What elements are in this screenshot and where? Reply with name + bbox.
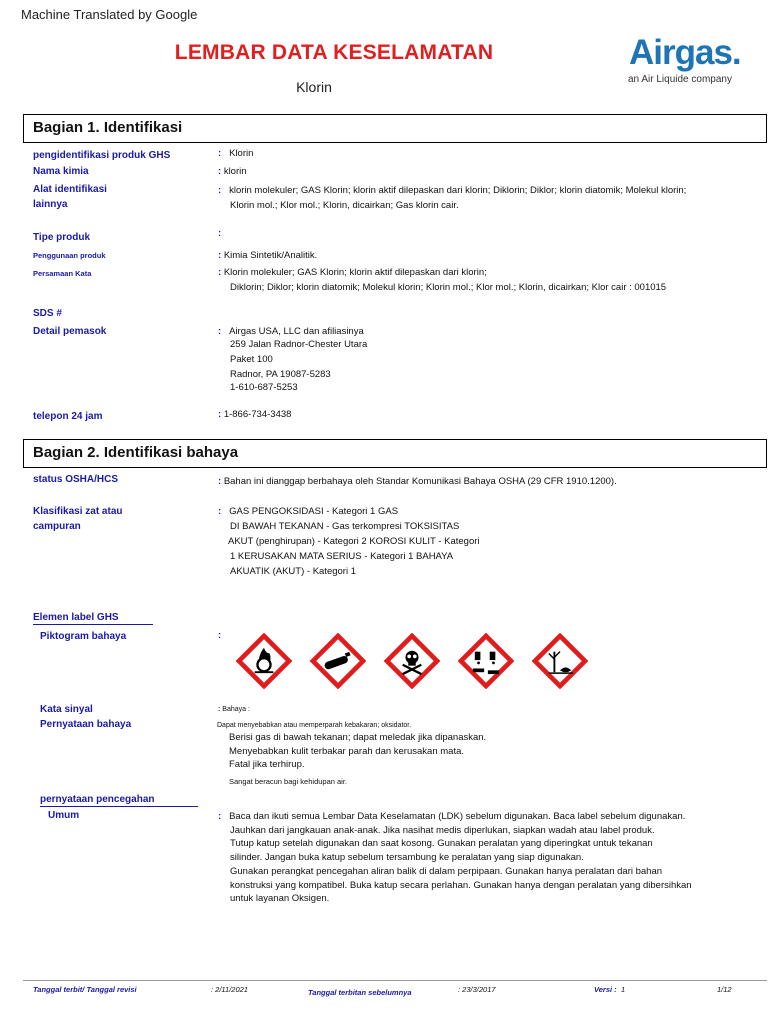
- phone-value: : 1-866-734-3438: [218, 409, 292, 420]
- machine-translated-note: Machine Translated by Google: [21, 7, 198, 22]
- hazard-statements: Dapat menyebabkan atau memperparah kebakaran; oksidator. Berisi gas di bawah tekanan; dapat meledak jika dipanaskan. Menyebabkan kulit terbakar parah dan kerusakan mata. Fatal jika terhirup. Sangat beracun bagi kehidupan air.: [217, 722, 487, 786]
- issue-date-value: : 2/11/2021: [211, 985, 248, 994]
- footer-divider: [23, 980, 767, 981]
- synonym-value: : Klorin molekuler; GAS Klorin; klorin aktif dilepaskan dari klorin; Diklorin; Diklor; klorin diatomik; Molekul klorin; Klorin mol.; Klor mol.; Klorin, dicairkan; Klor cair : 001015: [218, 267, 667, 293]
- previous-date-label: Tanggal terbitan sebelumnya: [308, 988, 412, 997]
- logo-tagline: an Air Liquide company: [628, 74, 732, 85]
- pictogram-label: Piktogram bahaya: [40, 631, 127, 642]
- document-subtitle: Klorin: [296, 79, 332, 95]
- general-statements: : Baca dan ikuti semua Lembar Data Keselamatan (LDK) sebelum digunakan. Baca label sebelum digunakan. Jauhkan dari jangkauan anak-anak. Jika nasihat medis diperlukan, siapkan wadah atau label produk. Tutup katup setelah digunakan dan saat kosong. Gunakan peralatan yang diperingkat untuk tekanan silinder. Jangan buka katup sebelum tersambung ke peralatan yang siap digunakan. Gunakan perangkat pencegahan aliran balik di dalam perpipaan. Gunakan hanya peralatan dari bahan konstruksi yang kompatibel. Buka katup secara perlahan. Gunakan hanya dengan peralatan yang dibersihkan untuk layanan Oksigen.: [218, 811, 692, 905]
- chem-name-value: : klorin: [218, 166, 247, 177]
- chem-name-label: Nama kimia: [33, 166, 89, 177]
- version-value: 1: [621, 985, 626, 994]
- phone-label: telepon 24 jam: [33, 411, 103, 422]
- signal-word-label: Kata sinyal: [40, 704, 93, 715]
- skull-crossbones-icon: [384, 633, 440, 689]
- corrosion-icon: [458, 633, 514, 689]
- label-elements-heading: Elemen label GHS: [33, 610, 119, 625]
- environment-icon: [532, 633, 588, 689]
- synonym-label: Persamaan Kata: [33, 269, 92, 278]
- product-use-label: Penggunaan produk: [33, 251, 106, 260]
- page-number: 1/12: [717, 985, 732, 994]
- section-2-header: Bagian 2. Identifikasi bahaya: [23, 439, 767, 468]
- osha-status-label: status OSHA/HCS: [33, 474, 119, 485]
- other-id-value: : klorin molekuler; GAS Klorin; klorin aktif dilepaskan dari klorin; Diklorin; Diklor; klorin diatomik; Molekul klorin; Klorin mol.; Klor mol.; Klorin, dicairkan; Gas klorin cair.: [218, 185, 687, 211]
- product-type-label: Tipe produk: [33, 232, 91, 243]
- signal-word-value: : Bahaya :: [218, 706, 250, 713]
- precaution-heading: pernyataan pencegahan: [40, 792, 154, 807]
- flame-over-circle-icon: [236, 633, 292, 689]
- supplier-label: Detail pemasok: [33, 326, 107, 337]
- document-title: LEMBAR DATA KESELAMATAN: [174, 41, 494, 64]
- version-label: Versi :: [594, 985, 617, 994]
- section-1-header: Bagian 1. Identifikasi: [23, 114, 767, 143]
- pictogram-colon: :: [218, 630, 222, 641]
- other-id-label: Alat identifikasi lainnya: [33, 184, 107, 210]
- general-label: Umum: [48, 810, 80, 821]
- osha-status-value: : Bahan ini dianggap berbahaya oleh Standar Komunikasi Bahaya OSHA (29 CFR 1910.1200).: [218, 476, 617, 487]
- issue-date-label: Tanggal terbit/ Tanggal revisi: [33, 985, 137, 994]
- classification-value: : GAS PENGOKSIDASI - Kategori 1 GAS DI BAWAH TEKANAN - Gas terkompresi TOKSISITAS AKUT (penghirupan) - Kategori 2 KOROSI KULIT - Kategori 1 KERUSAKAN MATA SERIUS - Kategori 1 BAHAYA AKUATIK (AKUT) - Kategori 1: [218, 506, 480, 577]
- product-use-value: : Kimia Sintetik/Analitik.: [218, 250, 318, 261]
- product-type-value: :: [218, 228, 222, 239]
- gas-cylinder-icon: [310, 633, 366, 689]
- previous-date-value: : 23/3/2017: [458, 985, 496, 994]
- ghs-id-label: pengidentifikasi produk GHS: [33, 150, 171, 161]
- sds-label: SDS #: [33, 308, 62, 319]
- hazard-statement-label: Pernyataan bahaya: [40, 719, 132, 730]
- supplier-value: : Airgas USA, LLC dan afiliasinya 259 Jalan Radnor-Chester Utara Paket 100 Radnor, PA 19087-5283 1-610-687-5253: [218, 326, 368, 393]
- airgas-logo: Airgas.: [629, 33, 741, 72]
- ghs-id-value: : Klorin: [218, 148, 254, 159]
- classification-label: Klasifikasi zat atau campuran: [33, 506, 123, 532]
